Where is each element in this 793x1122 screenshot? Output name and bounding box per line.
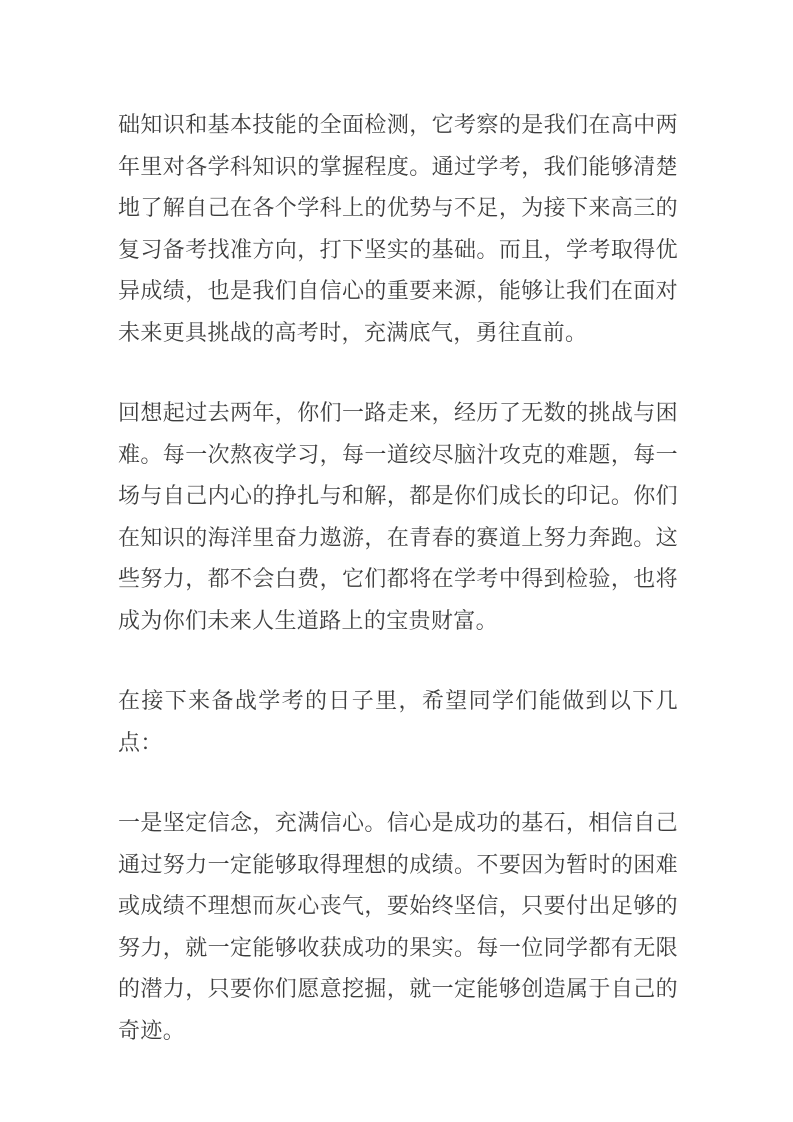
paragraph-expectations-intro: 在接下来备战学考的日子里，希望同学们能做到以下几点： [118, 688, 678, 755]
paragraph-exam-purpose: 础知识和基本技能的全面检测，它考察的是我们在高中两年里对各学科知识的掌握程度。通过学考，我们能够清楚地了解自己在各个学科上的优势与不足，为接下来高三的复习备考找准方向，打下坚实的基础。而且，学考取得优异成绩，也是我们自信心的重要来源，能够让我们在面对未来更具挑战的高考时，充满底气，勇往直前。 [118, 112, 678, 345]
paragraph-two-years-review: 回想起过去两年，你们一路走来，经历了无数的挑战与困难。每一次熬夜学习，每一道绞尽脑汁攻克的难题，每一场与自己内心的挣扎与和解，都是你们成长的印记。你们在知识的海洋里奋力遨游，在青春的赛道上努力奔跑。这些努力，都不会白费，它们都将在学考中得到检验，也将成为你们未来人生道路上的宝贵财富。 [118, 400, 678, 633]
paragraph-point-one-confidence: 一是坚定信念，充满信心。信心是成功的基石，相信自己通过努力一定能够取得理想的成绩。不要因为暂时的困难或成绩不理想而灰心丧气，要始终坚信，只要付出足够的努力，就一定能够收获成功的果实。每一位同学都有无限的潜力，只要你们愿意挖掘，就一定能够创造属于自己的奇迹。 [118, 810, 678, 1043]
